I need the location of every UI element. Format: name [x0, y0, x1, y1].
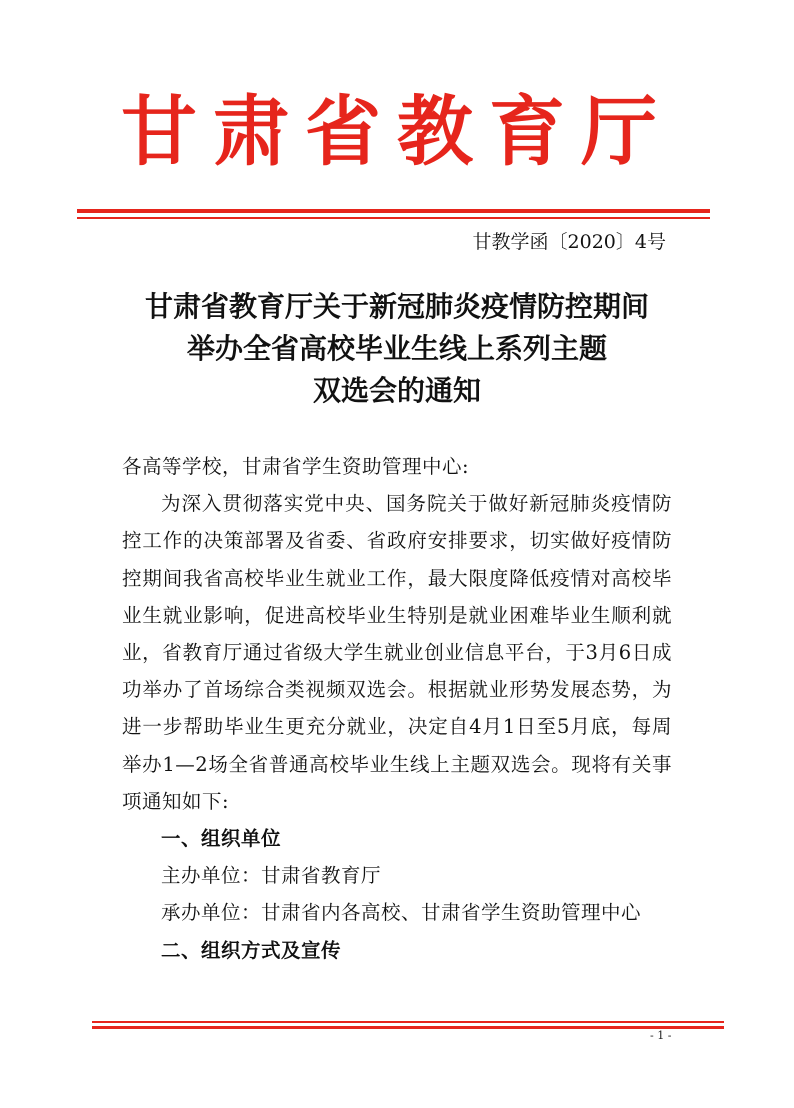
header-rule-thin — [77, 217, 710, 219]
title-line-3: 双选会的通知 — [312, 374, 481, 407]
section-heading-organizers: 一、组织单位 — [161, 827, 282, 851]
title-line-1: 甘肃省教育厅关于新冠肺炎疫情防控期间 — [144, 290, 649, 323]
organizer-line: 主办单位：甘肃省教育厅 — [161, 864, 382, 888]
footer-rule-thin — [92, 1021, 724, 1023]
co-organizer-line: 承办单位：甘肃省内各高校、甘肃省学生资助管理中心 — [161, 901, 642, 925]
agency-masthead: 甘肃省教育厅 — [121, 87, 673, 176]
document-title — [0, 286, 794, 412]
header-rule-thick — [77, 209, 710, 213]
section-heading-method: 二、组织方式及宣传 — [161, 938, 342, 962]
document-number: 甘教学函〔2020〕4号 — [472, 231, 666, 253]
addressee: 各高等学校，甘肃省学生资助管理中心: — [122, 455, 470, 478]
body-paragraph: 为深入贯彻落实党中央、国务院关于做好新冠肺炎疫情防控工作的决策部署及省委、省政府安排要求，切实做好疫情防控期间我省高校毕业生就业工作，最大限度降低疫情对高校毕业生就业影响，促进高校毕业生特别是就业困难毕业生顺利就业，省教育厅通过省级大学生就业创业信息平台，于3月6日成功举办了首场综合类视频双选会。根据就业形势发展态势，为进一步帮助毕业生更充分就业，决定自4月1日至5月底，每周举办1—2场全省普通高校毕业生线上主题双选会。现将有关事项通知如下: — [122, 492, 672, 813]
title-line-2: 举办全省高校毕业生线上系列主题 — [186, 332, 607, 365]
page-number: - 1 - — [650, 1029, 672, 1042]
document-body — [122, 448, 672, 969]
footer-rule-thick — [92, 1026, 724, 1029]
